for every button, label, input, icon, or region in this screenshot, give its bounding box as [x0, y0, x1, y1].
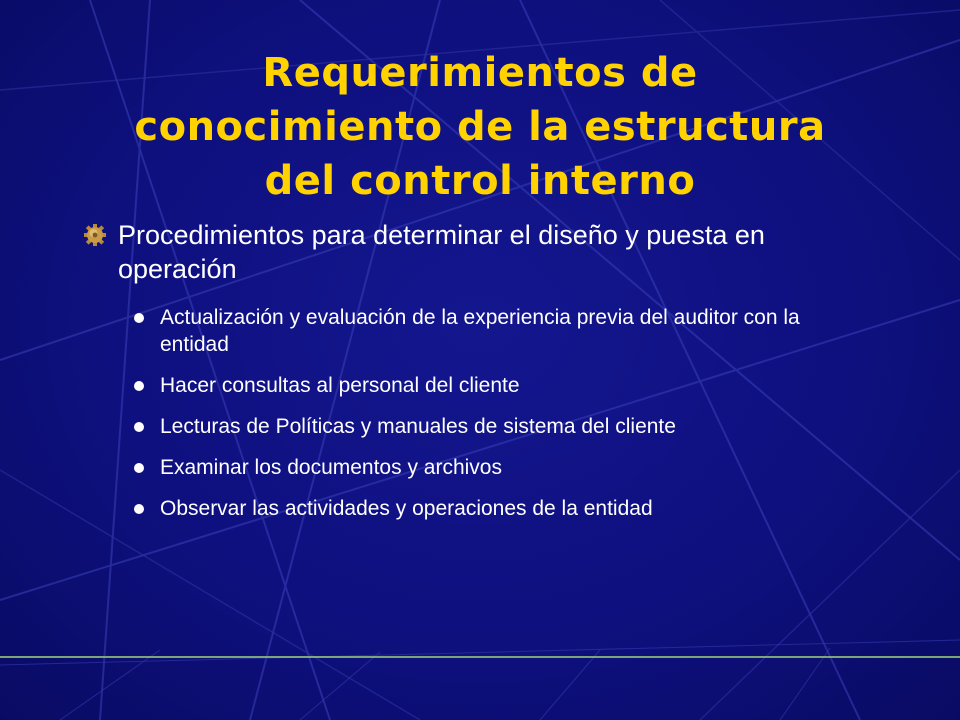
title-line-2: conocimiento de la estructura — [134, 104, 826, 150]
dot-bullet-icon — [134, 463, 144, 473]
main-bullet-text: Procedimientos para determinar el diseño y puesta en operación — [118, 220, 765, 284]
bullet-content — [84, 218, 864, 536]
slide-title — [40, 46, 920, 208]
dot-bullet-icon — [134, 313, 144, 323]
title-line-1: Requerimientos de — [262, 50, 698, 96]
dot-bullet-icon — [134, 422, 144, 432]
dot-bullet-icon — [134, 381, 144, 391]
sub-bullet-list — [84, 304, 864, 522]
main-bullet-item — [84, 218, 864, 286]
sub-bullet-text: Lecturas de Políticas y manuales de sistema del cliente — [160, 415, 676, 438]
sub-bullet-text: Hacer consultas al personal del cliente — [160, 374, 520, 397]
sub-bullet-item — [134, 304, 864, 358]
sub-bullet-item — [134, 454, 864, 481]
sub-bullet-text: Observar las actividades y operaciones de la entidad — [160, 497, 653, 520]
sub-bullet-item — [134, 495, 864, 522]
dot-bullet-icon — [134, 504, 144, 514]
sub-bullet-item — [134, 413, 864, 440]
sub-bullet-item — [134, 372, 864, 399]
sub-bullet-text: Examinar los documentos y archivos — [160, 456, 502, 479]
gear-bullet-icon — [84, 224, 106, 246]
title-line-3: del control interno — [264, 158, 696, 204]
sub-bullet-text: Actualización y evaluación de la experiencia previa del auditor con la entidad — [160, 306, 800, 356]
